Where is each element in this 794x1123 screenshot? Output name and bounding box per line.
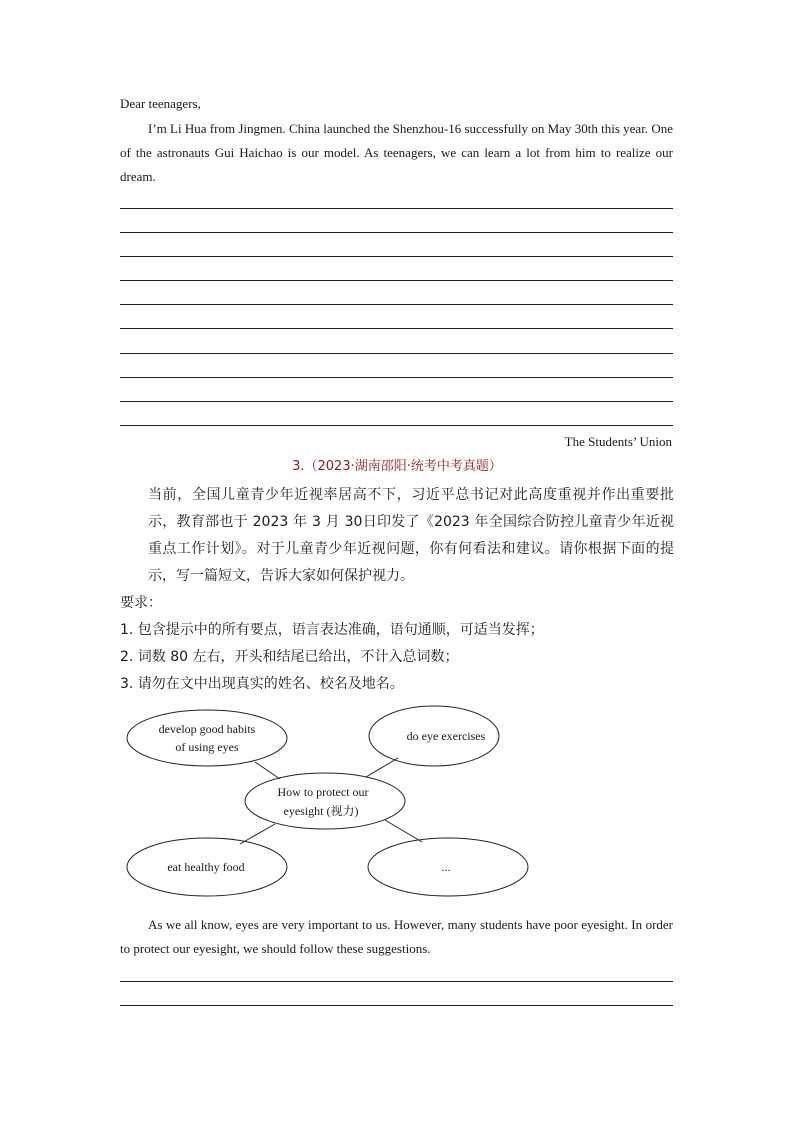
bubble-bottom-right-text: ... <box>441 860 451 874</box>
question-heading: 3.（2023·湖南邵阳·统考中考真题） <box>292 459 502 474</box>
connector-line <box>385 820 422 842</box>
bubble-top-left-text-1: develop good habits <box>158 722 256 736</box>
bubble-bottom-left-text: eat healthy food <box>167 860 245 874</box>
letter-salutation: Dear teenagers, <box>120 96 201 111</box>
letter-body: I’m Li Hua from Jingmen. China launched the Shenzhou-16 successfully on May 30th this year. One of the astronauts Gui Haichao is our model. As teenagers, we can learn a lot from him to realize our dream. <box>120 121 673 184</box>
connector-line <box>366 758 398 777</box>
bubble-top-left <box>127 710 287 766</box>
bubble-top-right-text: do eye exercises <box>406 729 486 743</box>
letter-signature: The Students’ Union <box>564 434 672 449</box>
requirements-title: 要求： <box>120 595 162 611</box>
bubble-top-left-text-2: of using eyes <box>175 740 239 754</box>
requirement-item: 1. 包含提示中的所有要点，语言表达准确，语句通顺，可适当发挥； <box>120 622 544 638</box>
bubble-center-text-1: How to protect our <box>277 785 369 799</box>
writing-line <box>120 1005 673 1006</box>
bubble-center-text-2: eyesight (视力) <box>283 804 359 818</box>
essay-opening: As we all know, eyes are very important to us. However, many students have poor eyesight. In order to protect our eyesight, we should follow these suggestions. <box>120 917 673 956</box>
writing-line <box>120 981 673 982</box>
question-prompt: 当前，全国儿童青少年近视率居高不下，习近平总书记对此高度重视并作出重要批示，教育部也于 2023 年 3 月 30日印发了《2023 年全国综合防控儿童青少年近视重点工作计划》。对于儿童青少年近视问题，你有何看法和建议。请你根据下面的提示，写一篇短文，告诉大家如何保护视力。 <box>148 487 674 584</box>
connector-line <box>255 762 280 779</box>
bubble-center <box>245 773 405 829</box>
requirement-item: 2. 词数 80 左右，开头和结尾已给出，不计入总词数； <box>120 649 459 665</box>
requirement-item: 3. 请勿在文中出现真实的姓名、校名及地名。 <box>120 676 404 692</box>
